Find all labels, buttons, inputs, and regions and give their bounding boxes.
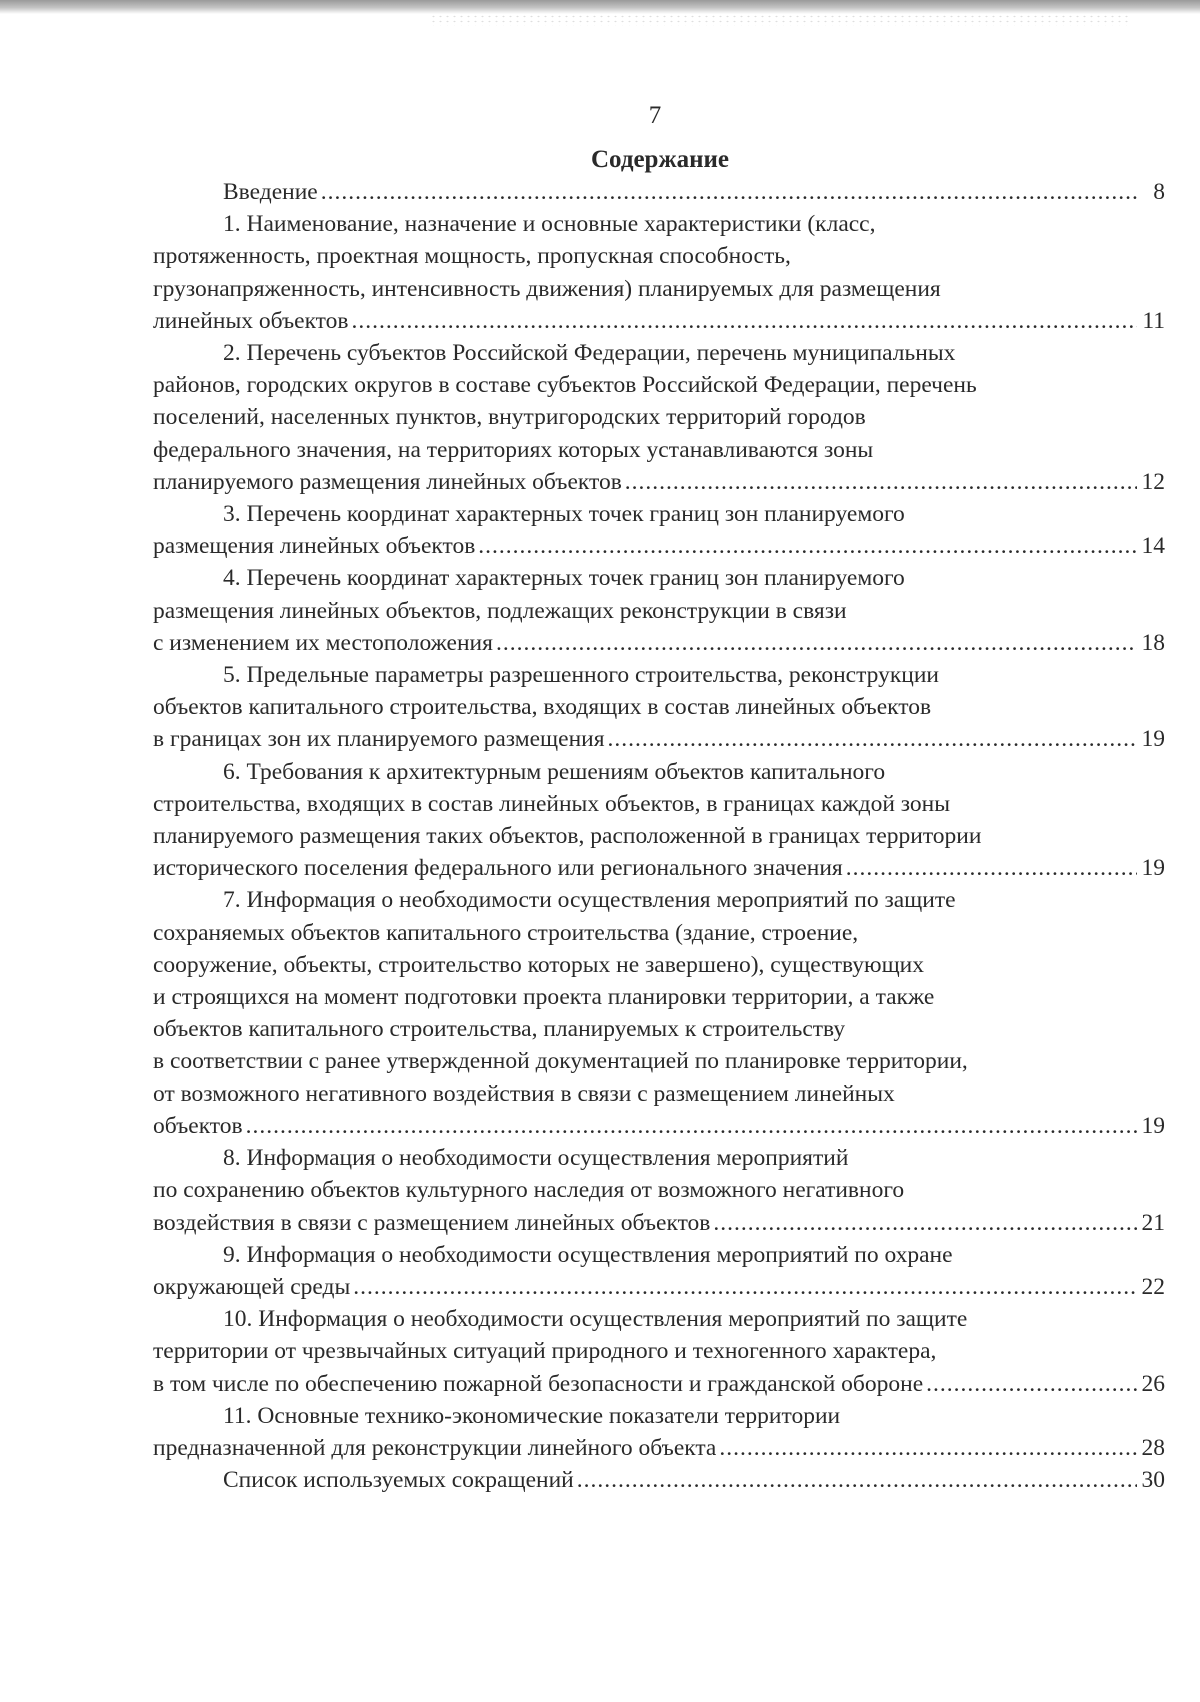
toc-entry-line: поселений, населенных пунктов, внутригородских территорий городов	[153, 404, 866, 431]
toc-entry-line	[153, 627, 1165, 659]
dot-leader	[478, 530, 1137, 562]
toc-entry-line: федерального значения, на территориях которых устанавливаются зоны	[153, 436, 874, 463]
toc-entry[interactable]	[153, 498, 1165, 562]
toc-entry[interactable]	[153, 208, 1165, 337]
toc-entry[interactable]	[153, 337, 1165, 498]
toc-entry-line	[153, 1271, 1165, 1303]
toc-entry-line: по сохранению объектов культурного наследия от возможного негативного	[153, 1177, 905, 1204]
scan-edge-top	[0, 0, 1200, 14]
toc-entry-line: сохраняемых объектов капитального строительства (здание, строение,	[153, 919, 859, 946]
dot-leader	[246, 1110, 1137, 1142]
toc-entry-line	[153, 852, 1165, 884]
toc-page-number: 21	[1141, 1209, 1165, 1236]
toc-entry[interactable]	[153, 176, 1165, 208]
toc-entry-text: размещения линейных объектов	[153, 533, 476, 560]
toc-entry-line: 2. Перечень субъектов Российской Федерации, перечень муниципальных	[223, 340, 956, 367]
dot-leader	[713, 1207, 1137, 1239]
toc-entry-text: окружающей среды	[153, 1273, 351, 1300]
dot-leader	[926, 1368, 1137, 1400]
dot-leader	[846, 852, 1137, 884]
toc-entry-line: сооружение, объекты, строительство которых не завершено), существующих	[153, 951, 924, 978]
toc-entry-text: предназначенной для реконструкции линейного объекта	[153, 1434, 717, 1461]
toc-title: Содержание	[590, 146, 729, 173]
toc-entry-line: 6. Требования к архитектурным решениям объектов капитального	[223, 758, 886, 785]
toc-entry-text: Список используемых сокращений	[223, 1467, 574, 1494]
toc-entry-line: строительства, входящих в состав линейных объектов, в границах каждой зоны	[153, 790, 951, 817]
toc-entry-line: районов, городских округов в составе субъектов Российской Федерации, перечень	[153, 372, 977, 399]
toc-entry-line	[153, 530, 1165, 562]
toc-page-number: 26	[1141, 1370, 1165, 1397]
toc-entry-text: воздействия в связи с размещением линейных объектов	[153, 1209, 711, 1236]
toc-entry-line: 8. Информация о необходимости осуществления мероприятий	[223, 1145, 849, 1172]
toc-page-number: 18	[1141, 629, 1165, 656]
toc-entry-line: 4. Перечень координат характерных точек границ зон планируемого	[223, 565, 905, 592]
dot-leader	[352, 305, 1138, 337]
toc-entry-line	[153, 466, 1165, 498]
toc-entry[interactable]	[153, 1464, 1165, 1496]
toc-entry[interactable]	[153, 1400, 1165, 1464]
toc-page-number: 12	[1141, 468, 1165, 495]
toc-entry-text: линейных объектов	[153, 307, 349, 334]
toc-entry-text: в том числе по обеспечению пожарной безопасности и гражданской обороне	[153, 1370, 924, 1397]
toc-entry-line	[153, 1432, 1165, 1464]
page-number: 7	[648, 102, 662, 129]
toc-entry[interactable]	[153, 1239, 1165, 1303]
toc-page-number: 14	[1141, 533, 1165, 560]
toc-entry-line: планируемого размещения таких объектов, расположенной в границах территории	[153, 823, 982, 850]
dot-leader	[321, 176, 1137, 208]
scan-speckle	[430, 14, 1130, 26]
toc-entry-line	[153, 1110, 1165, 1142]
toc-page-number: 8	[1153, 179, 1165, 205]
toc-entry-line: 11. Основные технико-экономические показатели территории	[223, 1402, 841, 1429]
toc-entry-line: в соответствии с ранее утвержденной документацией по планировке территории,	[153, 1048, 968, 1075]
toc-entry-line: 9. Информация о необходимости осуществления мероприятий по охране	[223, 1241, 953, 1268]
toc-entry-line	[153, 1207, 1165, 1239]
toc-entry[interactable]	[153, 1303, 1165, 1400]
toc-entry-line	[153, 305, 1165, 337]
toc-entry-line: размещения линейных объектов, подлежащих реконструкции в связи	[153, 597, 847, 624]
table-of-contents	[153, 176, 1165, 1496]
dot-leader	[608, 723, 1137, 755]
toc-entry[interactable]	[153, 884, 1165, 1142]
toc-page-number: 11	[1142, 307, 1165, 334]
toc-entry-text: в границах зон их планируемого размещения	[153, 726, 605, 753]
toc-entry[interactable]	[153, 659, 1165, 756]
toc-entry-text: с изменением их местоположения	[153, 629, 493, 656]
toc-entry-text: исторического поселения федерального или регионального значения	[153, 855, 843, 882]
toc-entry-line	[153, 1368, 1165, 1400]
toc-entry[interactable]	[153, 756, 1165, 885]
dot-leader	[625, 466, 1137, 498]
toc-entry-line: объектов капитального строительства, планируемых к строительству	[153, 1016, 846, 1043]
toc-page-number: 30	[1141, 1467, 1165, 1494]
toc-entry-line: от возможного негативного воздействия в связи с размещением линейных	[153, 1080, 895, 1107]
toc-entry-line	[153, 1464, 1165, 1496]
dot-leader	[353, 1271, 1137, 1303]
dot-leader	[496, 627, 1137, 659]
toc-entry-text: планируемого размещения линейных объектов	[153, 468, 622, 495]
toc-entry-text: Введение	[223, 179, 318, 205]
dot-leader	[719, 1432, 1137, 1464]
toc-entry-line: протяженность, проектная мощность, пропускная способность,	[153, 243, 791, 270]
toc-entry-line: грузонапряженность, интенсивность движения) планируемых для размещения	[153, 275, 941, 302]
toc-entry-line: и строящихся на момент подготовки проекта планировки территории, а также	[153, 984, 935, 1011]
toc-page-number: 19	[1141, 1112, 1165, 1139]
toc-entry-line: объектов капитального строительства, входящих в состав линейных объектов	[153, 694, 932, 721]
toc-entry-line	[153, 723, 1165, 755]
toc-page-number: 19	[1141, 855, 1165, 882]
toc-entry-line: 5. Предельные параметры разрешенного строительства, реконструкции	[223, 662, 939, 689]
toc-entry[interactable]	[153, 1142, 1165, 1239]
toc-entry-line	[153, 176, 1165, 208]
toc-entry-line: территории от чрезвычайных ситуаций природного и техногенного характера,	[153, 1338, 937, 1365]
dot-leader	[577, 1464, 1137, 1496]
toc-entry-line: 3. Перечень координат характерных точек границ зон планируемого	[223, 501, 905, 528]
toc-entry-line: 1. Наименование, назначение и основные характеристики (класс,	[223, 211, 876, 238]
toc-page-number: 28	[1141, 1434, 1165, 1461]
toc-page-number: 22	[1141, 1273, 1165, 1300]
toc-entry[interactable]	[153, 562, 1165, 659]
toc-page-number: 19	[1141, 726, 1165, 753]
toc-entry-line: 7. Информация о необходимости осуществления мероприятий по защите	[223, 887, 956, 914]
toc-entry-text: объектов	[153, 1112, 243, 1139]
toc-entry-line: 10. Информация о необходимости осуществления мероприятий по защите	[223, 1306, 968, 1333]
